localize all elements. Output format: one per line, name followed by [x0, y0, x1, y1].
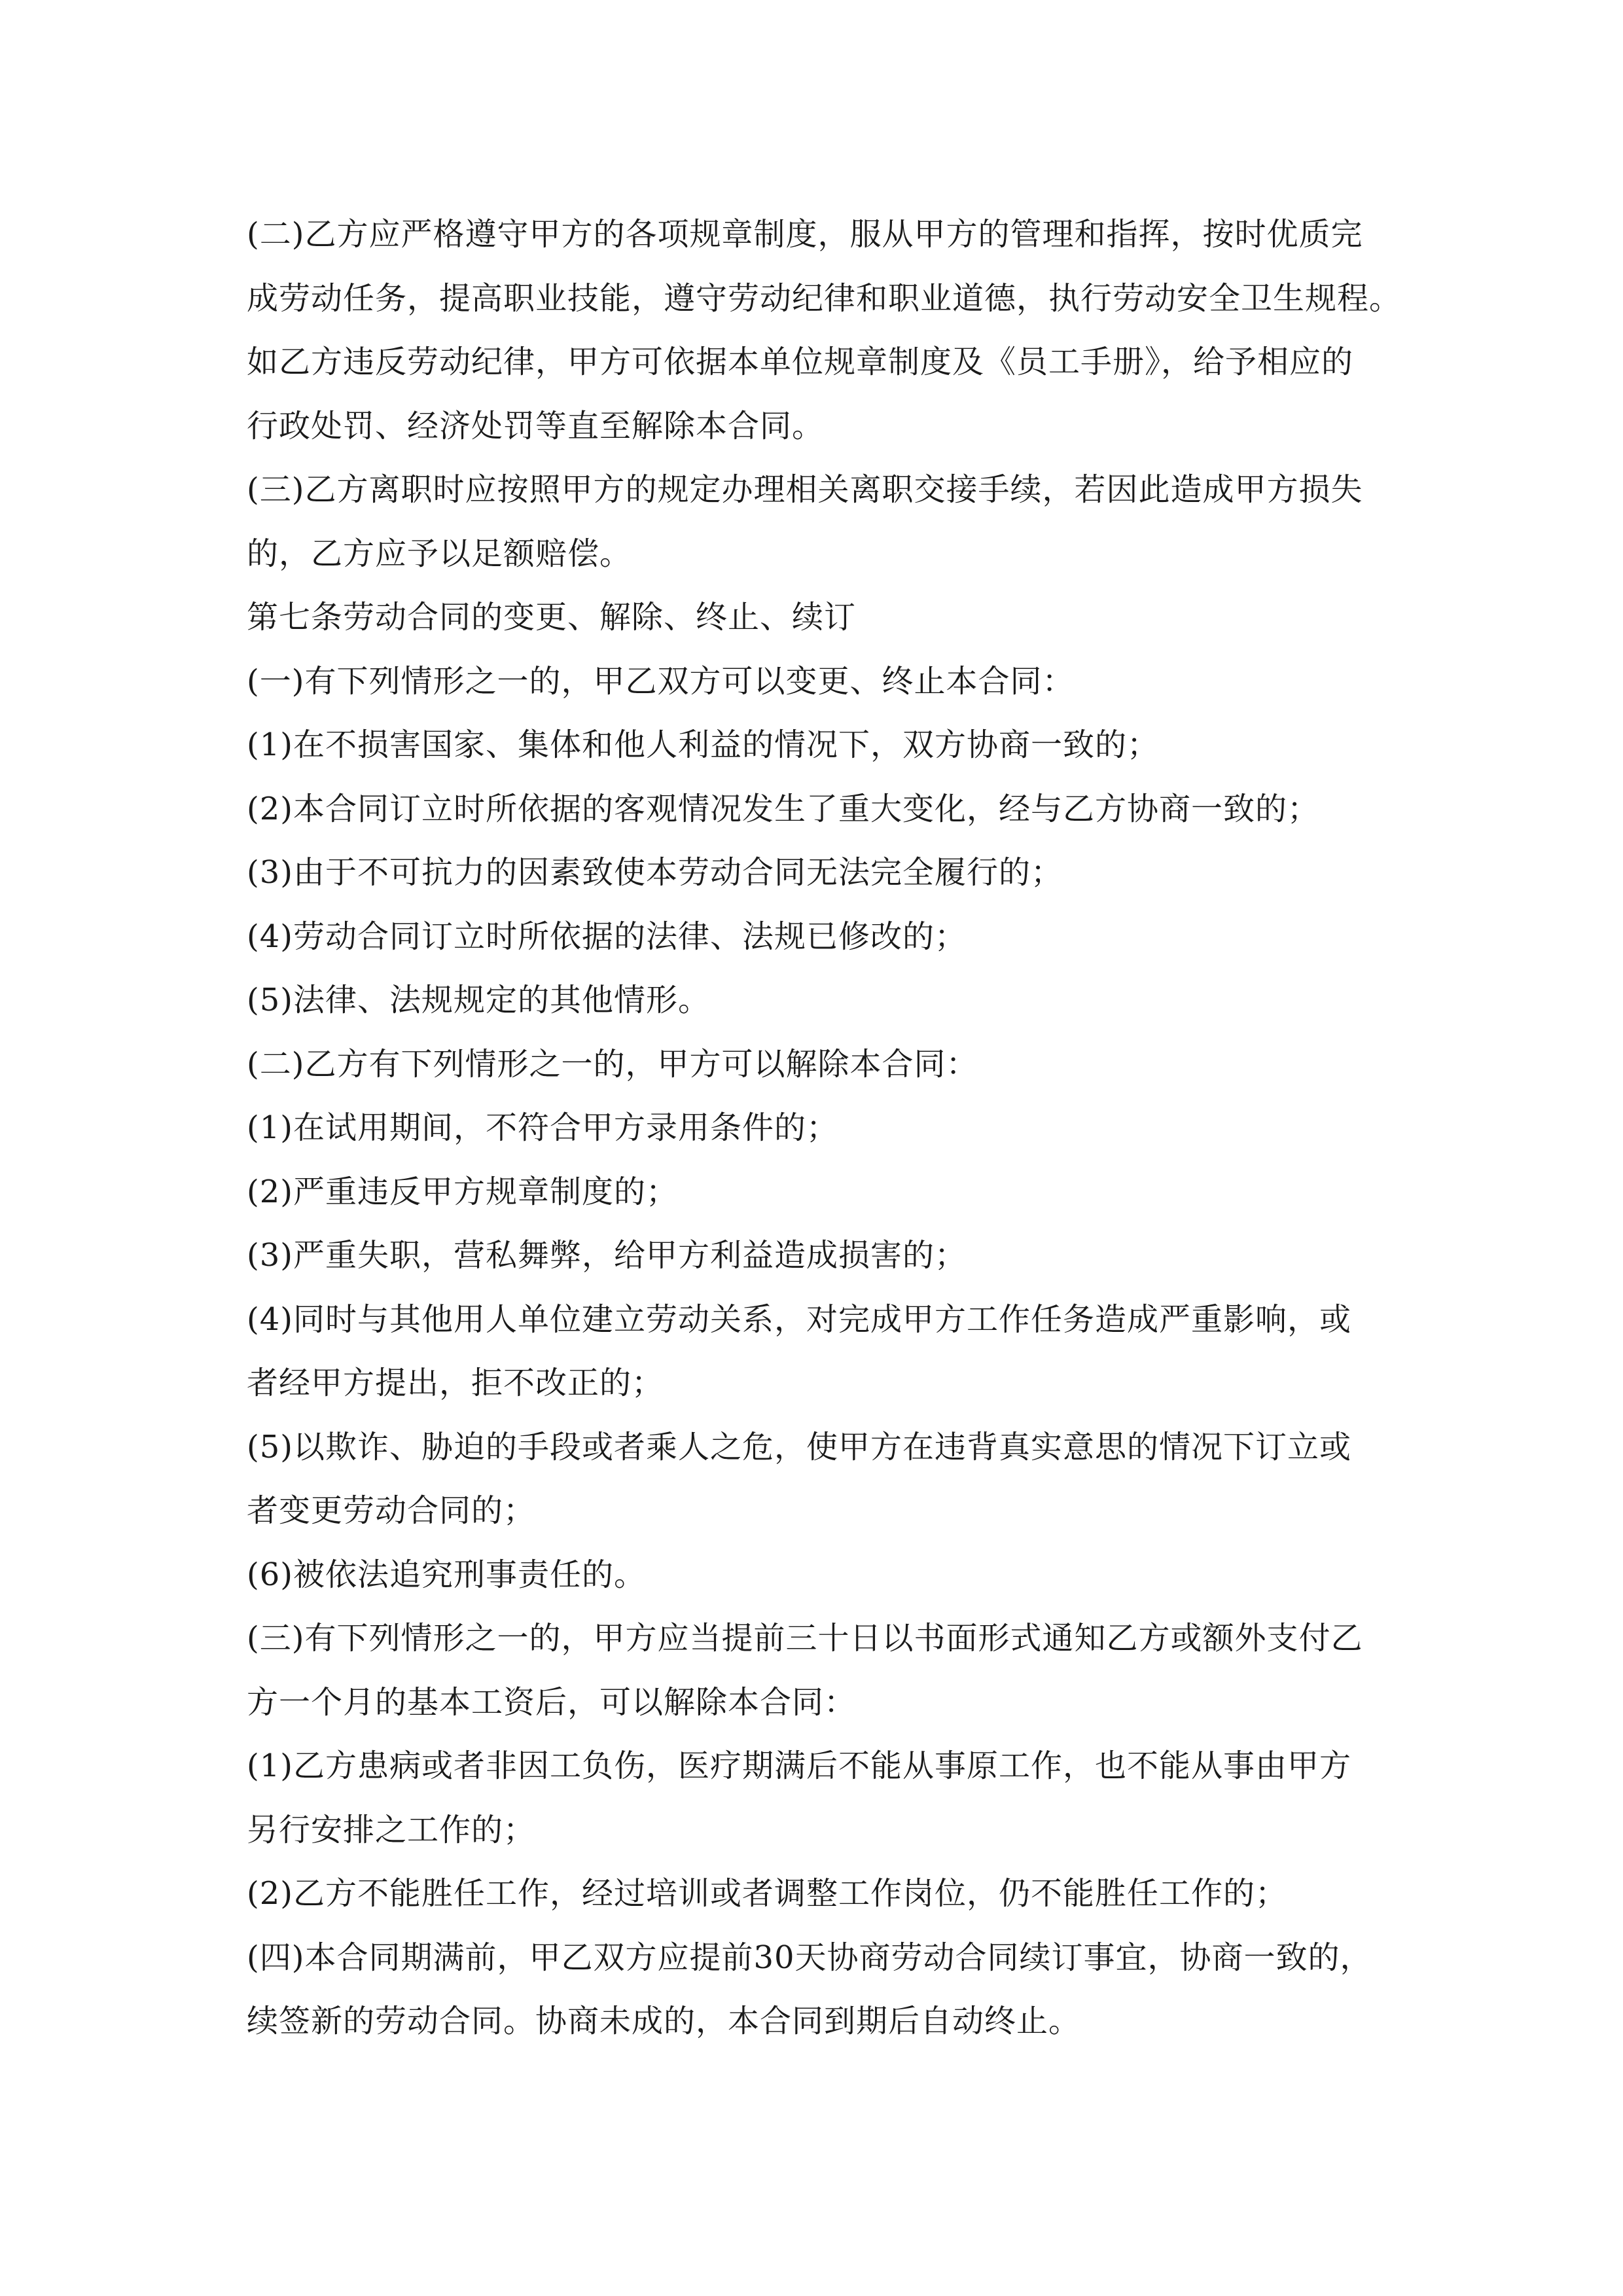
list-item: (2)严重违反甲方规章制度的； — [247, 1173, 678, 1210]
list-item-continuation: 者变更劳动合同的； — [247, 1492, 536, 1529]
paragraph-line: 成劳动任务，提高职业技能，遵守劳动纪律和职业道德，执行劳动安全卫生规程。 — [247, 279, 1402, 317]
paragraph-line: (三)乙方离职时应按照甲方的规定办理相关离职交接手续，若因此造成甲方损失 — [247, 471, 1363, 508]
list-item-continuation: 另行安排之工作的； — [247, 1811, 536, 1848]
paragraph-line: 的，乙方应予以足额赔偿。 — [247, 535, 632, 572]
paragraph-line: (一)有下列情形之一的，甲乙双方可以变更、终止本合同： — [247, 662, 1075, 700]
list-item: (5)法律、法规规定的其他情形。 — [247, 982, 710, 1018]
list-item-continuation: 者经甲方提出，拒不改正的； — [247, 1365, 664, 1401]
list-item: (4)同时与其他用人单位建立劳动关系，对完成甲方工作任务造成严重影响，或 — [247, 1300, 1351, 1338]
article-heading: 第七条劳动合同的变更、解除、终止、续订 — [247, 599, 857, 636]
list-item: (6)被依法追究刑事责任的。 — [247, 1556, 646, 1593]
paragraph-line: (三)有下列情形之一的，甲方应当提前三十日以书面形式通知乙方或额外支付乙 — [247, 1620, 1363, 1657]
list-item: (4)劳动合同订立时所依据的法律、法规已修改的； — [247, 918, 967, 955]
list-item: (3)严重失职，营私舞弊，给甲方利益造成损害的； — [247, 1237, 967, 1274]
list-item: (3)由于不可抗力的因素致使本劳动合同无法完全履行的； — [247, 854, 1063, 891]
list-item: (1)乙方患病或者非因工负伤，医疗期满后不能从事原工作，也不能从事由甲方 — [247, 1748, 1351, 1784]
paragraph-line: 行政处罚、经济处罚等直至解除本合同。 — [247, 407, 825, 444]
list-item: (1)在不损害国家、集体和他人利益的情况下，双方协商一致的； — [247, 726, 1159, 763]
paragraph-line: 如乙方违反劳动纪律，甲方可依据本单位规章制度及《员工手册》，给予相应的 — [247, 344, 1354, 380]
paragraph-line: (二)乙方有下列情形之一的，甲方可以解除本合同： — [247, 1045, 978, 1083]
paragraph-line: (二)乙方应严格遵守甲方的各项规章制度，服从甲方的管理和指挥，按时优质完 — [247, 216, 1363, 253]
list-item: (1)在试用期间，不符合甲方录用条件的； — [247, 1109, 838, 1146]
contract-text-body — [247, 203, 1425, 2054]
paragraph-line: 续签新的劳动合同。协商未成的，本合同到期后自动终止。 — [247, 2003, 1081, 2039]
paragraph-line: 方一个月的基本工资后，可以解除本合同： — [247, 1683, 857, 1721]
list-item: (2)本合同订立时所依据的客观情况发生了重大变化，经与乙方协商一致的； — [247, 790, 1319, 827]
list-item: (2)乙方不能胜任工作，经过培训或者调整工作岗位，仍不能胜任工作的； — [247, 1875, 1287, 1912]
list-item: (5)以欺诈、胁迫的手段或者乘人之危，使甲方在违背真实意思的情况下订立或 — [247, 1428, 1351, 1465]
paragraph-line: (四)本合同期满前，甲乙双方应提前30天协商劳动合同续订事宜，协商一致的， — [247, 1939, 1372, 1976]
